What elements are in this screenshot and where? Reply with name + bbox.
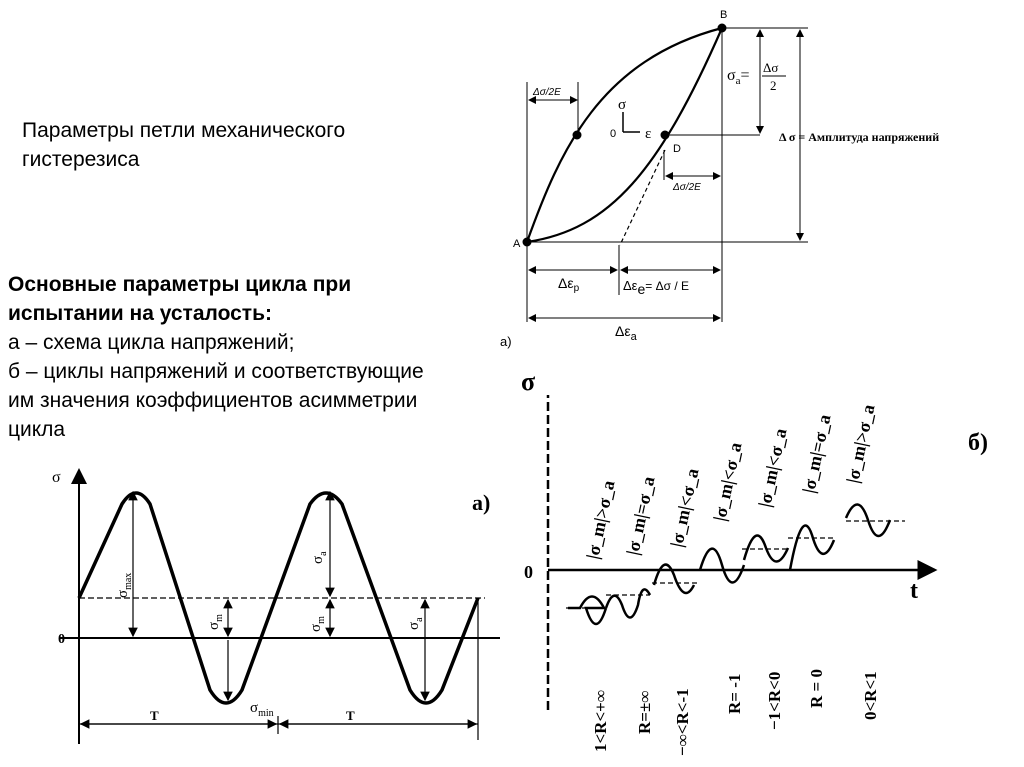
heading-line-1: Основные параметры цикла при (8, 273, 352, 296)
period-label-1: T (150, 708, 159, 723)
cycle-wave-7 (846, 504, 890, 536)
item-b-line-2: им значения коэффициентов асимметрии (8, 389, 418, 412)
label-d-eps-p: $\Delta\varepsilon_p$ (558, 275, 580, 294)
label-d-eps-e: Δεe= Δσ / E (623, 278, 690, 297)
label-sigma-a: $\sigma_a=$ (727, 67, 750, 87)
cycle-wave-4 (700, 549, 744, 583)
hysteresis-labels (500, 9, 939, 349)
item-a: а – схема цикла напряжений; (8, 331, 295, 354)
label-d-eps-a: $\Delta\varepsilon_a$ (615, 323, 637, 343)
sigma-m1-label: $\sigma_m$ (206, 614, 225, 630)
r-label-2: R=±∞ (635, 690, 654, 734)
label-point-b: B (720, 9, 728, 21)
title-line-2: гистерезиса (22, 148, 140, 171)
panel-b-label: б) (968, 430, 988, 456)
sigma-max-label: $\sigma_{max}$ (115, 572, 134, 598)
label-point-d: D (673, 143, 681, 155)
zero-label-b: 0 (524, 562, 533, 582)
point-a-dot (523, 238, 531, 246)
item-b-line-3: цикла (8, 418, 66, 441)
cycle-types-labels (521, 367, 988, 756)
upper-branch-dot (573, 131, 581, 139)
title-line-1: Параметры петли механического (22, 119, 346, 142)
label-sigma-a-den: 2 (770, 78, 777, 93)
sigma-m2-label: $\sigma_m$ (308, 616, 327, 632)
r-label-5: −1<R<0 (765, 671, 784, 730)
period-label-2: T (346, 708, 355, 723)
ratio-label-2: |σ_m|=σ_a (622, 474, 659, 557)
label-sigma-mini: σ (618, 97, 627, 113)
sigma-min-label: $\sigma_{min}$ (250, 700, 274, 719)
point-d-dot (661, 131, 669, 139)
panel-a-label: а) (472, 490, 491, 515)
sigma-a2-label: $\sigma_a$ (406, 617, 425, 630)
label-eps-mini: ε (645, 126, 652, 142)
label-point-a: A (513, 238, 521, 250)
point-b-dot (718, 24, 726, 32)
ratio-label-4: |σ_m|<σ_a (709, 440, 746, 523)
t-axis-label: t (910, 578, 918, 604)
sigma-axis-b-label: σ (521, 367, 536, 396)
zero-label: 0 (58, 632, 65, 647)
sigma-a1-label: $\sigma_a$ (310, 551, 329, 564)
r-label-4: R= -1 (725, 673, 744, 714)
ratio-label-6: |σ_m|=σ_a (798, 412, 835, 495)
elastic-unloading-line (620, 150, 665, 245)
heading-line-2: испытании на усталость: (8, 302, 272, 325)
ratio-label-3: |σ_m|<σ_a (666, 466, 703, 549)
item-b-line-1: б – циклы напряжений и соответствующие (8, 360, 424, 383)
panel-fragment-label: a) (500, 334, 512, 349)
ratio-label-7: |σ_m|>σ_a (842, 402, 879, 485)
label-origin-mini: 0 (610, 128, 617, 140)
label-sigma-a-num: Δσ (763, 60, 779, 75)
sigma-axis-label: σ (52, 469, 61, 486)
ratio-label-5: |σ_m|<σ_a (754, 426, 791, 509)
r-label-1: 1<R<+∞ (591, 690, 610, 752)
ratio-label-1: |σ_m|>σ_a (582, 478, 619, 561)
r-label-7: 0<R<1 (861, 671, 880, 720)
label-ds2e-right: Δσ/2E (673, 182, 701, 193)
r-label-6: R = 0 (807, 669, 826, 708)
cycle-wave-1 (568, 597, 606, 625)
cycle-wave-2 (606, 589, 650, 617)
cycle-types-diagram (548, 395, 935, 710)
stress-cycle-diagram (60, 470, 500, 744)
label-amplitude: Δ σ = Амплитуда напряжений (779, 130, 940, 144)
label-ds2e-top: Δσ/2E (533, 87, 561, 98)
cycle-wave-6 (790, 526, 834, 570)
r-label-3: −∞<R<-1 (673, 688, 692, 756)
